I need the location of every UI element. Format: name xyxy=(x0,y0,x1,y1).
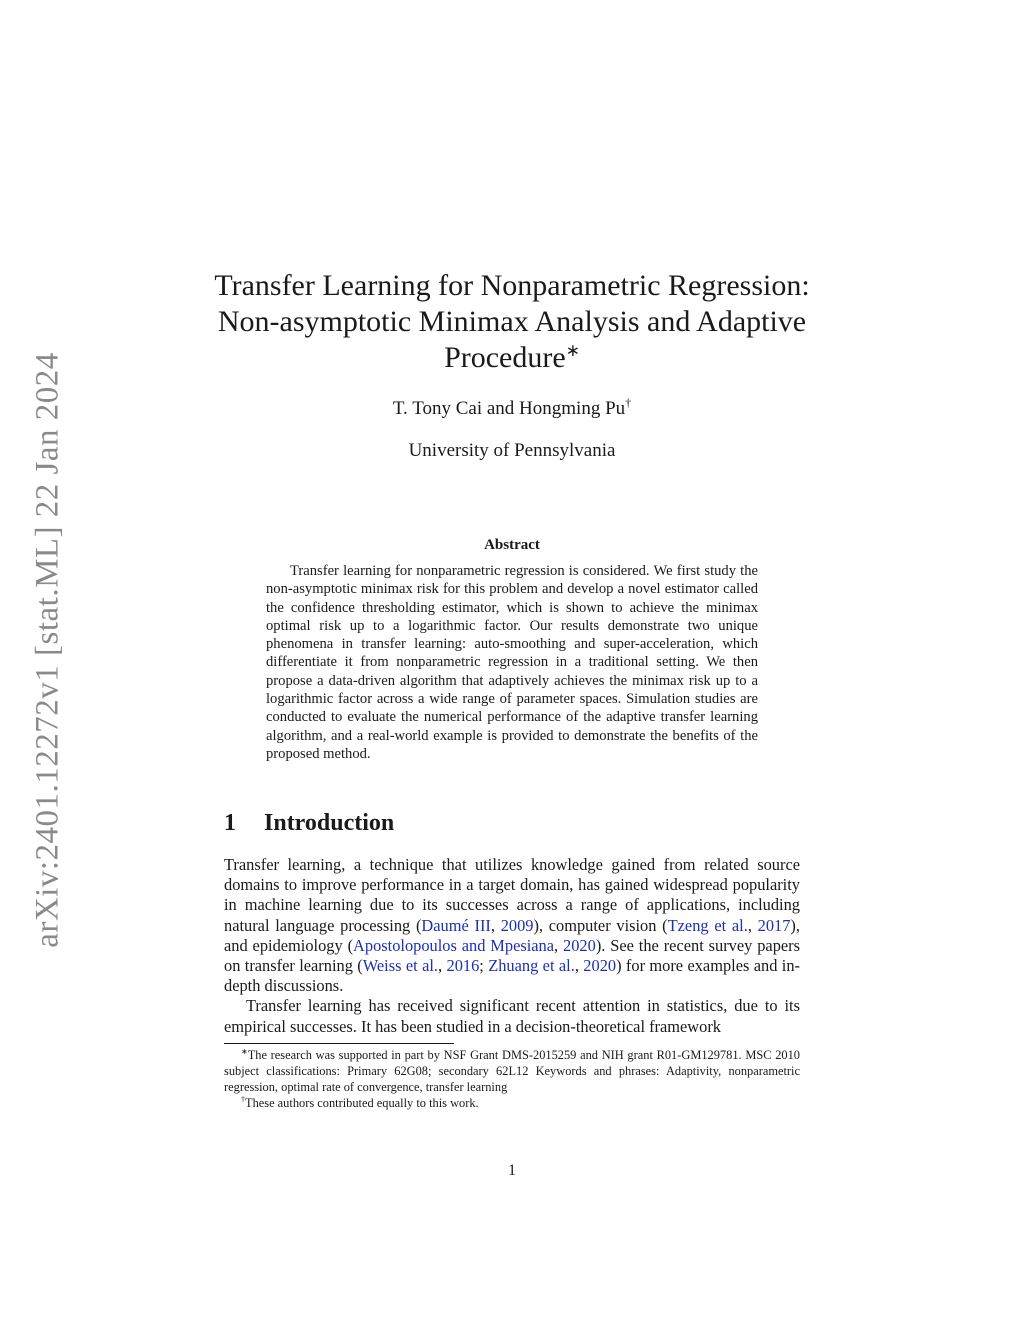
author-names: T. Tony Cai and Hongming Pu xyxy=(392,398,626,419)
citation-link-apostolopoulos-author[interactable]: Apostolopoulos and Mpesiana xyxy=(353,935,555,955)
section-number: 1 xyxy=(224,810,236,836)
intro-text: , xyxy=(490,915,501,935)
author-footnote-mark[interactable]: † xyxy=(625,395,632,410)
citation-link-weiss-year[interactable]: 2016 xyxy=(446,956,480,976)
citation-link-zhuang-author[interactable]: Zhuang et al. xyxy=(488,956,575,976)
arxiv-side-stamp xyxy=(0,340,98,960)
citation-link-tzeng-author[interactable]: Tzeng et al. xyxy=(667,915,748,935)
title-line-1: Transfer Learning for Nonparametric Regression: xyxy=(214,269,810,302)
intro-text: , xyxy=(438,956,447,976)
section-title: Introduction xyxy=(264,810,395,836)
footnote-mark-star: ∗ xyxy=(241,1046,248,1056)
intro-text: ) for more examples and in-depth discussions. xyxy=(224,956,800,996)
abstract-body: Transfer learning for nonparametric regression is considered. We first study the non-asymptotic minimax risk for this problem and develop a novel estimator called the confidence thresholding estimator, which is shown to achieve the minimax optimal risk up to a logarithmic factor. Our results demonstrate two unique phenomena in transfer learning: auto-smoothing and super-acceleration, which differentiate it from nonparametric regression in a traditional setting. We then propose a data-driven algorithm that adaptively achieves the minimax risk up to a logarithmic factor across a wide range of parameter spaces. Simulation studies are conducted to evaluate the numerical performance of the adaptive transfer learning algorithm, and a real-world example is provided to demonstrate the benefits of the proposed method. xyxy=(266,563,758,762)
introduction-body xyxy=(224,855,800,1037)
intro-text: ), computer vision ( xyxy=(533,915,668,935)
intro-text: ). See the recent survey papers on transfer learning ( xyxy=(224,935,801,976)
abstract-heading: Abstract xyxy=(484,537,540,553)
footnotes xyxy=(224,1047,800,1111)
title-footnote-mark[interactable]: ∗ xyxy=(565,341,580,360)
citation-link-tzeng-year[interactable]: 2017 xyxy=(757,915,791,935)
citation-link-weiss-author[interactable]: Weiss et al. xyxy=(362,956,439,976)
intro-text: Transfer learning, a technique that utilizes knowledge gained from related source domains to improve performance in a target domain, has gained widespread popularity in machine learning due to its successes across a range of applications, including natural language processing ( xyxy=(224,855,800,935)
footnote-divider xyxy=(224,1043,454,1044)
title-line-3 xyxy=(200,340,824,376)
footnote-mark-dagger: † xyxy=(241,1094,245,1104)
page-number: 1 xyxy=(508,1162,516,1179)
title-line-2: Non-asymptotic Minimax Analysis and Adaptive xyxy=(217,305,807,338)
author-affiliation: University of Pennsylvania xyxy=(408,440,616,461)
intro-text: ; xyxy=(479,956,489,976)
citation-link-zhuang-year[interactable]: 2020 xyxy=(583,956,617,976)
intro-text: ), and epidemiology ( xyxy=(224,915,800,955)
footnote-equal-contribution-text: These authors contributed equally to this work. xyxy=(245,1096,479,1110)
citation-link-daume-year[interactable]: 2009 xyxy=(500,915,534,935)
footnote-equal-contribution xyxy=(224,1095,800,1111)
intro-paragraph-2: Transfer learning has received significant recent attention in statistics, due to its empirical successes. It has been studied in a decision-theoretical framework xyxy=(224,996,800,1036)
citation-link-daume-author[interactable]: Daumé III xyxy=(421,915,491,935)
paper-title xyxy=(200,268,824,376)
section-heading-introduction xyxy=(224,810,394,837)
intro-text: , xyxy=(574,956,584,976)
footnote-funding xyxy=(224,1047,800,1095)
intro-text: , xyxy=(554,935,564,955)
citation-link-apostolopoulos-year[interactable]: 2020 xyxy=(563,935,596,955)
author-list xyxy=(200,395,824,420)
intro-text: , xyxy=(747,915,758,935)
intro-paragraph-1 xyxy=(224,855,800,996)
title-line-3-text: Procedure xyxy=(444,341,566,374)
arxiv-identifier: arXiv:2401.12272v1 [stat.ML] 22 Jan 2024 xyxy=(29,352,66,948)
footnote-funding-text: The research was supported in part by NSF Grant DMS-2015259 and NIH grant R01-GM129781. MSC 2010 subject classifications: Primary 62G08; secondary 62L12 Keywords and phrases: Adaptivity, nonparametric regression, optimal rate of convergence, transfer learning xyxy=(224,1048,800,1094)
